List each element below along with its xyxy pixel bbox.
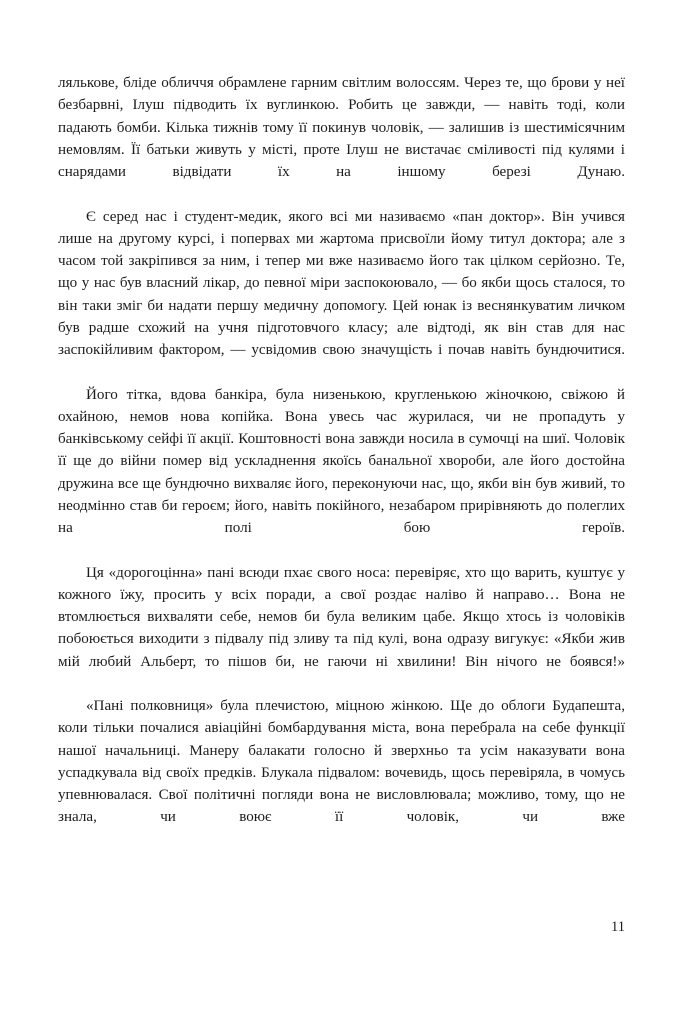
paragraph-5: «Пані полковниця» була плечистою, міцною жінкою. Ще до облоги Будапешта, коли тільки почалися авіаційні бомбардування міста, вона перебрала на себе функції нашої начальниці. Манеру балакати голосно й зверхньо та усім наказувати вона успадкувала від своїх предків. Блукала підвалом: вочевидь, щось перевіряла, в чомусь упевнювалася. Свої політичні погляди вона не висловлювала; можливо, тому, що не знала, чи воює її чоловік, чи вже [58,698,625,826]
paragraph-2: Є серед нас і студент-медик, якого всі ми називаємо «пан доктор». Він учився лише на другому курсі, і попервах ми жартома присвоїли йому титул доктора; але з часом той закріпився за ним, і тепер ми вже називаємо його так цілком серйозно. Те, що у нас був власний лікар, до певної міри заспокоювало, — бо якби щось сталося, то він таки зміг би надати першу медичну допомогу. Цей юнак із веснянкуватим личком був радше схожий на учня підготовчого класу; але відтоді, як він став для нас заспокійливим фактором, — усвідомив свою значущість і почав навіть бундючитися. [58,208,625,358]
page-number: 11 [611,919,625,935]
paragraph-3: Його тітка, вдова банкіра, була низенькою, кругленькою жіночкою, свіжою й охайною, немов нова копійка. Вона увесь час журилася, чи не пропадуть у банківському сейфі її акції. Коштовності вона завжди носила в сумочці на шиї. Чоловік її ще до війни помер від ускладнення якоїсь банальної хвороби, але його достойна дружина все ще бундючно вихваляє його, переконуючи нас, що, якби він був живий, то неодмінно став би героєм; його, навіть покійного, незабаром прирівняють до полеглих на полі бою героїв. [58,386,625,536]
paragraph-4: Ця «дорогоцінна» пані всюди пхає свого носа: перевіряє, хто що варить, куштує у кожного їжу, просить у всіх поради, а свої роздає наліво й направо… Вона не втомлюється вихваляти себе, немов би була великим цабе. Якщо хтось із чоловіків побоюється виходити з підвалу під зливу та під кулі, вона одразу вигукує: «Якби жив мій любий Альберт, то пішов би, не гаючи ні хвилини! Він нічого не боявся!» [58,564,625,670]
paragraph-continued: лялькове, бліде обличчя обрамлене гарним світлим волоссям. Через те, що брови у неї безбарвні, Ілуш підводить їх вуглинкою. Робить це завжди, — навіть тоді, коли падають бомби. Кілька тижнів тому її покинув чоловік, — залишив із шестимісячним немовлям. Її батьки живуть у місті, проте Ілуш не вистачає сміливості під кулями і снарядами відвідати їх на іншому березі Дунаю. [58,75,625,180]
page-body-text [58,72,625,851]
